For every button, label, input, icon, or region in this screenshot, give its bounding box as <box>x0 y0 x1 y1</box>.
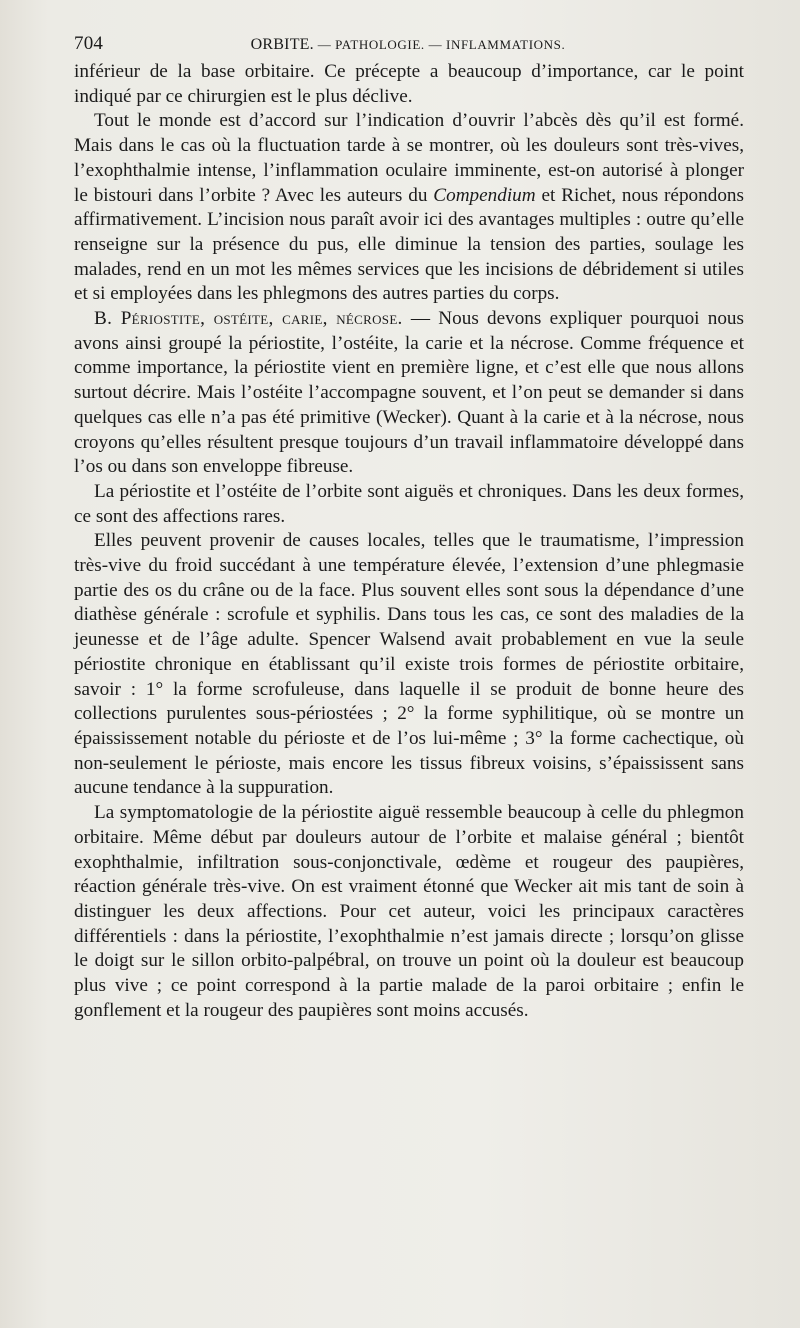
running-title-main: ORBITE. <box>250 36 314 53</box>
section-heading-periostite: B. Périostite, ostéite, carie, nécrose. <box>94 308 403 330</box>
paragraph-incision-text-b: et Richet, nous répondons affirmativement. L’incision nous paraît avoir ici des avantages multiples : outre qu’elle renseigne sur la présence du pus, elle diminue la tension des parties, soulage les malades, rend en un mot les mêmes services que les incisions de débridement si utiles et si employées dans les phlegmons des autres parties du corps. <box>74 184 744 305</box>
page-number: 704 <box>74 33 104 54</box>
paragraph-formes: La périostite et l’ostéite de l’orbite sont aiguës et chroniques. Dans les deux formes, ce sont des affections rares. <box>74 480 744 527</box>
paragraph-incision <box>74 109 744 307</box>
running-title-inflammations: INFLAMMATIONS. <box>446 37 566 52</box>
running-head <box>74 33 742 55</box>
running-title-sep-1: — <box>313 37 336 52</box>
paragraph-periostite-text: — Nous devons expliquer pourquoi nous avons ainsi groupé la périostite, l’ostéite, la carie et la nécrose. Comme fréquence et comme importance, la périostite vient en première ligne, et c’est elle que nous allons surtout décrire. Mais l’ostéite l’accompagne souvent, et l’on peut se demander si dans quelques cas elle n’a pas été primitive (Wecker). Quant à la carie et à la nécrose, nous croyons qu’elles résultent presque toujours d’un travail inflammatoire développé dans l’os ou dans son enveloppe fibreuse. <box>74 308 744 478</box>
compendium-title: Compendium <box>433 184 536 206</box>
paragraph-incision-text-a: Tout le monde est d’accord sur l’indication d’ouvrir l’abcès dès qu’il est formé. Mais dans le cas où la fluctuation tarde à se montrer, où les douleurs sont très-vives, l’exophthalmie intense, l’inflammation oculaire imminente, est-on autorisé à plonger le bistouri dans l’orbite ? Avec les auteurs du <box>74 110 744 206</box>
paragraph-causes: Elles peuvent provenir de causes locales, telles que le traumatisme, l’impression très-vive du froid succédant à une température élevée, l’extension d’une phlegmasie partie des os du crâne ou de la face. Plus souvent elles sont sous la dépendance d’une diathèse générale : scrofule et syphilis. Dans tous les cas, ce sont des maladies de la jeunesse et de l’âge adulte. Spencer Walsend avait probablement en vue la seule périostite chronique en établissant qu’il existe trois formes de périostite orbitaire, savoir : 1° la forme scrofuleuse, dans laquelle il se produit de bonne heure des collections purulentes sous-périostées ; 2° la forme syphilitique, où se montre un épaississement notable du périoste et de l’os lui-même ; 3° la forme cachectique, où non-seulement le périoste, mais encore les tissus fibreux voisins, s’épaississent sans aucune tendance à la suppuration. <box>74 530 744 799</box>
paragraph-periostite <box>74 307 744 480</box>
paragraph-symptomatologie: La symptomatologie de la périostite aiguë ressemble beaucoup à celle du phlegmon orbitaire. Même début par douleurs autour de l’orbite et malaise général ; bientôt exophthalmie, infiltration sous-conjonctivale, œdème et rougeur des paupières, réaction générale très-vive. On est vraiment étonné que Wecker ait mis tant de soin à distinguer les deux affections. Pour cet auteur, voici les principaux caractères différentiels : dans la périostite, l’exophthalmie n’est jamais directe ; lorsqu’on glisse le doigt sur le sillon orbito-palpébral, on trouve un point où la douleur est beaucoup plus vive ; ce point correspond à la partie malade de la paroi orbitaire ; enfin le gonflement et la rougeur des paupières sont moins accusés. <box>74 802 744 1021</box>
running-title-sep-2: — <box>424 37 447 52</box>
body-text <box>74 60 744 1023</box>
running-title <box>134 36 682 54</box>
paragraph-continued: inférieur de la base orbitaire. Ce précepte a beaucoup d’importance, car le point indiqué par ce chirurgien est le plus déclive. <box>74 61 744 107</box>
running-title-pathologie: PATHOLOGIE. <box>335 37 425 52</box>
